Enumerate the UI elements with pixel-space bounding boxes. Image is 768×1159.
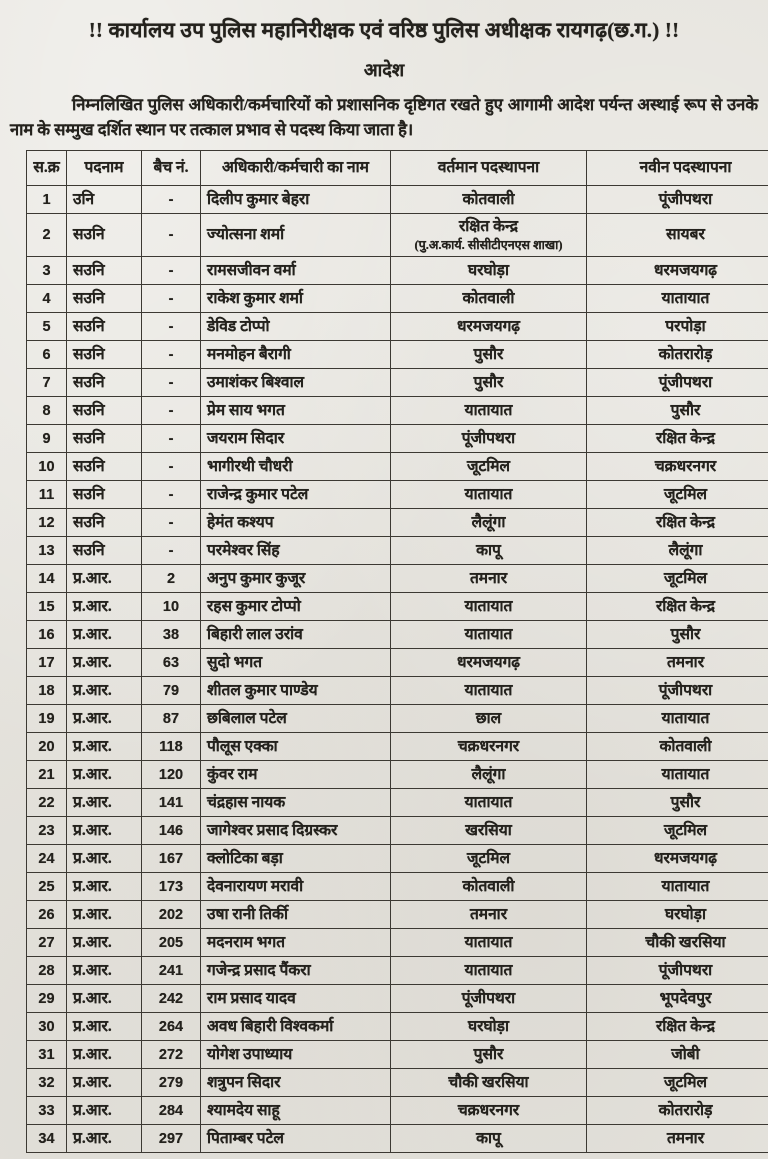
serial-cell: 27 <box>27 929 67 957</box>
designation-cell: सउनि <box>67 313 142 341</box>
serial-cell: 22 <box>27 789 67 817</box>
new-posting-cell: तमनार <box>587 1125 768 1153</box>
column-header: वर्तमान पदस्थापना <box>391 151 587 186</box>
current-posting-cell: जूटमिल <box>391 845 587 873</box>
table-row <box>27 1069 768 1097</box>
table-row <box>27 621 768 649</box>
batch-number-cell: 284 <box>142 1097 201 1125</box>
serial-cell: 32 <box>27 1069 67 1097</box>
current-posting-cell: धरमजयगढ़ <box>391 649 587 677</box>
designation-cell: सउनि <box>67 509 142 537</box>
designation-cell: उनि <box>67 186 142 214</box>
new-posting-cell: पुसौर <box>587 621 768 649</box>
designation-cell: सउनि <box>67 369 142 397</box>
serial-cell: 24 <box>27 845 67 873</box>
new-posting-cell: चौकी खरसिया <box>587 929 768 957</box>
serial-cell: 2 <box>27 214 67 257</box>
batch-number-cell: 79 <box>142 677 201 705</box>
new-posting-cell: पूंजीपथरा <box>587 677 768 705</box>
designation-cell: प्र.आर. <box>67 817 142 845</box>
table-row <box>27 677 768 705</box>
officer-name-cell: गजेन्द्र प्रसाद पैंकरा <box>201 957 391 985</box>
officer-name-cell: ज्योत्सना शर्मा <box>201 214 391 257</box>
current-posting-cell: कोतवाली <box>391 186 587 214</box>
current-posting-cell <box>391 214 587 257</box>
designation-cell: प्र.आर. <box>67 957 142 985</box>
table-row <box>27 186 768 214</box>
table-row <box>27 369 768 397</box>
current-posting-cell: घरघोड़ा <box>391 257 587 285</box>
current-posting-cell: यातायात <box>391 957 587 985</box>
new-posting-cell: पूंजीपथरा <box>587 186 768 214</box>
batch-number-cell: 87 <box>142 705 201 733</box>
batch-number-cell: - <box>142 425 201 453</box>
new-posting-cell: भूपदेवपुर <box>587 985 768 1013</box>
officer-name-cell: योगेश उपाध्याय <box>201 1041 391 1069</box>
serial-cell: 17 <box>27 649 67 677</box>
current-posting-cell: यातायात <box>391 677 587 705</box>
current-posting-cell: चक्रधरनगर <box>391 1097 587 1125</box>
current-posting-cell: कोतवाली <box>391 873 587 901</box>
designation-cell: प्र.आर. <box>67 705 142 733</box>
table-row <box>27 593 768 621</box>
current-posting-cell: चक्रधरनगर <box>391 733 587 761</box>
designation-cell: प्र.आर. <box>67 929 142 957</box>
serial-cell: 18 <box>27 677 67 705</box>
officer-name-cell: सुदो भगत <box>201 649 391 677</box>
serial-cell: 29 <box>27 985 67 1013</box>
batch-number-cell: 173 <box>142 873 201 901</box>
new-posting-cell: रक्षित केन्द्र <box>587 593 768 621</box>
current-posting-cell: यातायात <box>391 789 587 817</box>
batch-number-cell: 10 <box>142 593 201 621</box>
designation-cell: सउनि <box>67 341 142 369</box>
serial-cell: 7 <box>27 369 67 397</box>
serial-cell: 16 <box>27 621 67 649</box>
new-posting-cell: धरमजयगढ़ <box>587 257 768 285</box>
current-posting-cell: पुसौर <box>391 1041 587 1069</box>
designation-cell: प्र.आर. <box>67 873 142 901</box>
officer-name-cell: जागेश्वर प्रसाद दिग्रस्कर <box>201 817 391 845</box>
serial-cell: 30 <box>27 1013 67 1041</box>
batch-number-cell: 167 <box>142 845 201 873</box>
batch-number-cell: 205 <box>142 929 201 957</box>
designation-cell: प्र.आर. <box>67 1097 142 1125</box>
column-header: बैच नं. <box>142 151 201 186</box>
current-posting-cell: यातायात <box>391 621 587 649</box>
batch-number-cell: - <box>142 313 201 341</box>
officer-name-cell: उषा रानी तिर्की <box>201 901 391 929</box>
serial-cell: 28 <box>27 957 67 985</box>
serial-cell: 31 <box>27 1041 67 1069</box>
table-row <box>27 929 768 957</box>
new-posting-cell: लैलूंगा <box>587 537 768 565</box>
batch-number-cell: 118 <box>142 733 201 761</box>
serial-cell: 26 <box>27 901 67 929</box>
batch-number-cell: - <box>142 453 201 481</box>
table-row <box>27 537 768 565</box>
batch-number-cell: 141 <box>142 789 201 817</box>
current-posting-cell: जूटमिल <box>391 453 587 481</box>
table-row <box>27 481 768 509</box>
designation-cell: प्र.आर. <box>67 1013 142 1041</box>
posting-note: (पु.अ.कार्य. सीसीटीएनएस शाखा) <box>414 238 563 252</box>
officer-name-cell: हेमंत कश्यप <box>201 509 391 537</box>
serial-cell: 33 <box>27 1097 67 1125</box>
new-posting-cell: तमनार <box>587 649 768 677</box>
current-posting-cell: पुसौर <box>391 341 587 369</box>
officer-name-cell: मनमोहन बैरागी <box>201 341 391 369</box>
serial-cell: 3 <box>27 257 67 285</box>
new-posting-cell: जूटमिल <box>587 481 768 509</box>
designation-cell: सउनि <box>67 481 142 509</box>
batch-number-cell: - <box>142 509 201 537</box>
new-posting-cell: कोतवाली <box>587 733 768 761</box>
table-row <box>27 397 768 425</box>
new-posting-cell: रक्षित केन्द्र <box>587 509 768 537</box>
serial-cell: 19 <box>27 705 67 733</box>
current-posting-main: रक्षित केन्द्र <box>458 218 519 235</box>
new-posting-cell: रक्षित केन्द्र <box>587 425 768 453</box>
current-posting-cell: तमनार <box>391 565 587 593</box>
designation-cell: प्र.आर. <box>67 761 142 789</box>
table-row <box>27 705 768 733</box>
table-row <box>27 957 768 985</box>
officer-name-cell: अवध बिहारी विश्वकर्मा <box>201 1013 391 1041</box>
table-header-row <box>27 151 768 186</box>
new-posting-cell: जूटमिल <box>587 817 768 845</box>
designation-cell: प्र.आर. <box>67 649 142 677</box>
current-posting-cell: घरघोड़ा <box>391 1013 587 1041</box>
designation-cell: प्र.आर. <box>67 789 142 817</box>
new-posting-cell: यातायात <box>587 705 768 733</box>
designation-cell: प्र.आर. <box>67 1041 142 1069</box>
current-posting-cell: यातायात <box>391 593 587 621</box>
officer-name-cell: डेविड टोप्पो <box>201 313 391 341</box>
officer-name-cell: क्लोटिका बड़ा <box>201 845 391 873</box>
table-row <box>27 509 768 537</box>
officer-name-cell: शीतल कुमार पाण्डेय <box>201 677 391 705</box>
table-row <box>27 341 768 369</box>
designation-cell: प्र.आर. <box>67 593 142 621</box>
table-row <box>27 1125 768 1153</box>
serial-cell: 13 <box>27 537 67 565</box>
table-row <box>27 1013 768 1041</box>
designation-cell: सउनि <box>67 425 142 453</box>
new-posting-cell: कोतरारोड़ <box>587 341 768 369</box>
officer-name-cell: राजेन्द्र कुमार पटेल <box>201 481 391 509</box>
table-row <box>27 1041 768 1069</box>
current-posting-cell: पूंजीपथरा <box>391 425 587 453</box>
current-posting-cell: छाल <box>391 705 587 733</box>
designation-cell: सउनि <box>67 537 142 565</box>
designation-cell: प्र.आर. <box>67 901 142 929</box>
batch-number-cell: 279 <box>142 1069 201 1097</box>
new-posting-cell: धरमजयगढ़ <box>587 845 768 873</box>
batch-number-cell: 202 <box>142 901 201 929</box>
new-posting-cell: यातायात <box>587 873 768 901</box>
new-posting-cell: कोतरारोड़ <box>587 1097 768 1125</box>
table-row <box>27 565 768 593</box>
serial-cell: 14 <box>27 565 67 593</box>
serial-cell: 23 <box>27 817 67 845</box>
serial-cell: 34 <box>27 1125 67 1153</box>
table-row <box>27 285 768 313</box>
officer-name-cell: परमेश्वर सिंह <box>201 537 391 565</box>
batch-number-cell: 264 <box>142 1013 201 1041</box>
batch-number-cell: 146 <box>142 817 201 845</box>
officer-name-cell: रामसजीवन वर्मा <box>201 257 391 285</box>
officer-name-cell: उमाशंकर बिश्वाल <box>201 369 391 397</box>
document-title: !! कार्यालय उप पुलिस महानिरीक्षक एवं वरिष्ठ पुलिस अधीक्षक रायगढ़(छ.ग.) !! <box>88 18 680 42</box>
officer-name-cell: दिलीप कुमार बेहरा <box>201 186 391 214</box>
serial-cell: 12 <box>27 509 67 537</box>
new-posting-cell: जूटमिल <box>587 565 768 593</box>
new-posting-cell: पुसौर <box>587 789 768 817</box>
batch-number-cell: - <box>142 369 201 397</box>
officer-name-cell: कुंवर राम <box>201 761 391 789</box>
batch-number-cell: 297 <box>142 1125 201 1153</box>
current-posting-cell: यातायात <box>391 481 587 509</box>
table-row <box>27 425 768 453</box>
serial-cell: 4 <box>27 285 67 313</box>
serial-cell: 8 <box>27 397 67 425</box>
new-posting-cell: जूटमिल <box>587 1069 768 1097</box>
batch-number-cell: - <box>142 257 201 285</box>
batch-number-cell: 38 <box>142 621 201 649</box>
batch-number-cell: - <box>142 186 201 214</box>
current-posting-cell: लैलूंगा <box>391 761 587 789</box>
current-posting-cell: पूंजीपथरा <box>391 985 587 1013</box>
officer-name-cell: छबिलाल पटेल <box>201 705 391 733</box>
serial-cell: 9 <box>27 425 67 453</box>
table-row <box>27 873 768 901</box>
batch-number-cell: - <box>142 537 201 565</box>
new-posting-cell: घरघोड़ा <box>587 901 768 929</box>
designation-cell: सउनि <box>67 214 142 257</box>
current-posting-cell: खरसिया <box>391 817 587 845</box>
table-row <box>27 1097 768 1125</box>
designation-cell: सउनि <box>67 453 142 481</box>
officer-name-cell: राम प्रसाद यादव <box>201 985 391 1013</box>
officer-name-cell: जयराम सिदार <box>201 425 391 453</box>
table-row <box>27 817 768 845</box>
serial-cell: 1 <box>27 186 67 214</box>
serial-cell: 11 <box>27 481 67 509</box>
new-posting-cell: पुसौर <box>587 397 768 425</box>
batch-number-cell: - <box>142 397 201 425</box>
batch-number-cell: 2 <box>142 565 201 593</box>
current-posting-cell: यातायात <box>391 929 587 957</box>
current-posting-cell: धरमजयगढ़ <box>391 313 587 341</box>
current-posting-cell: पुसौर <box>391 369 587 397</box>
officer-name-cell: भागीरथी चौधरी <box>201 453 391 481</box>
current-posting-cell: लैलूंगा <box>391 509 587 537</box>
designation-cell: प्र.आर. <box>67 733 142 761</box>
new-posting-cell: पूंजीपथरा <box>587 957 768 985</box>
serial-cell: 21 <box>27 761 67 789</box>
serial-cell: 25 <box>27 873 67 901</box>
designation-cell: प्र.आर. <box>67 677 142 705</box>
new-posting-cell: चक्रधरनगर <box>587 453 768 481</box>
table-row <box>27 453 768 481</box>
serial-cell: 6 <box>27 341 67 369</box>
table-row <box>27 257 768 285</box>
designation-cell: प्र.आर. <box>67 621 142 649</box>
batch-number-cell: - <box>142 481 201 509</box>
table-row <box>27 733 768 761</box>
table-row <box>27 313 768 341</box>
officer-name-cell: राकेश कुमार शर्मा <box>201 285 391 313</box>
table-row <box>27 845 768 873</box>
batch-number-cell: 272 <box>142 1041 201 1069</box>
designation-cell: सउनि <box>67 257 142 285</box>
new-posting-cell: रक्षित केन्द्र <box>587 1013 768 1041</box>
column-header: पदनाम <box>67 151 142 186</box>
batch-number-cell: 63 <box>142 649 201 677</box>
table-row <box>27 901 768 929</box>
designation-cell: सउनि <box>67 285 142 313</box>
officer-name-cell: प्रेम साय भगत <box>201 397 391 425</box>
officer-name-cell: रहस कुमार टोप्पो <box>201 593 391 621</box>
batch-number-cell: - <box>142 341 201 369</box>
officer-name-cell: पौलूस एक्का <box>201 733 391 761</box>
serial-cell: 15 <box>27 593 67 621</box>
current-posting-cell: तमनार <box>391 901 587 929</box>
officer-name-cell: देवनारायण मरावी <box>201 873 391 901</box>
designation-cell: प्र.आर. <box>67 1125 142 1153</box>
table-row <box>27 214 768 257</box>
officer-name-cell: मदनराम भगत <box>201 929 391 957</box>
serial-cell: 10 <box>27 453 67 481</box>
current-posting-cell: कापू <box>391 1125 587 1153</box>
officer-name-cell: अनुप कुमार कुजूर <box>201 565 391 593</box>
new-posting-cell: यातायात <box>587 761 768 789</box>
serial-cell: 5 <box>27 313 67 341</box>
new-posting-cell: परपोड़ा <box>587 313 768 341</box>
serial-cell: 20 <box>27 733 67 761</box>
current-posting-cell: यातायात <box>391 397 587 425</box>
document-subtitle: आदेश <box>363 60 405 80</box>
officer-name-cell: शत्रुपन सिदार <box>201 1069 391 1097</box>
batch-number-cell: 241 <box>142 957 201 985</box>
officer-name-cell: श्यामदेय साहू <box>201 1097 391 1125</box>
new-posting-cell: पूंजीपथरा <box>587 369 768 397</box>
designation-cell: प्र.आर. <box>67 565 142 593</box>
batch-number-cell: 242 <box>142 985 201 1013</box>
new-posting-cell: यातायात <box>587 285 768 313</box>
designation-cell: प्र.आर. <box>67 845 142 873</box>
current-posting-cell: कोतवाली <box>391 285 587 313</box>
table-body <box>27 186 768 1153</box>
column-header: स.क्र <box>27 151 67 186</box>
table-row <box>27 789 768 817</box>
batch-number-cell: - <box>142 285 201 313</box>
current-posting-cell: चौकी खरसिया <box>391 1069 587 1097</box>
officer-name-cell: बिहारी लाल उरांव <box>201 621 391 649</box>
intro-paragraph: निम्नलिखित पुलिस अधिकारी/कर्मचारियों को प्रशासनिक दृष्टिगत रखते हुए आगामी आदेश पर्यन्त अस्थाई रूप से उनके नाम के सम्मुख दर्शित स्थान पर तत्काल प्रभाव से पदस्थ किया जाता है। <box>10 95 758 139</box>
table-row <box>27 761 768 789</box>
designation-cell: प्र.आर. <box>67 1069 142 1097</box>
officer-name-cell: पिताम्बर पटेल <box>201 1125 391 1153</box>
table-row <box>27 649 768 677</box>
designation-cell: प्र.आर. <box>67 985 142 1013</box>
column-header: नवीन पदस्थापना <box>587 151 768 186</box>
batch-number-cell: - <box>142 214 201 257</box>
officer-name-cell: चंद्रहास नायक <box>201 789 391 817</box>
column-header: अधिकारी/कर्मचारी का नाम <box>201 151 391 186</box>
table-head <box>27 151 768 186</box>
table-row <box>27 985 768 1013</box>
current-posting-cell: कापू <box>391 537 587 565</box>
transfer-order-table <box>26 150 768 1153</box>
new-posting-cell: जोबी <box>587 1041 768 1069</box>
batch-number-cell: 120 <box>142 761 201 789</box>
designation-cell: सउनि <box>67 397 142 425</box>
new-posting-cell: सायबर <box>587 214 768 257</box>
